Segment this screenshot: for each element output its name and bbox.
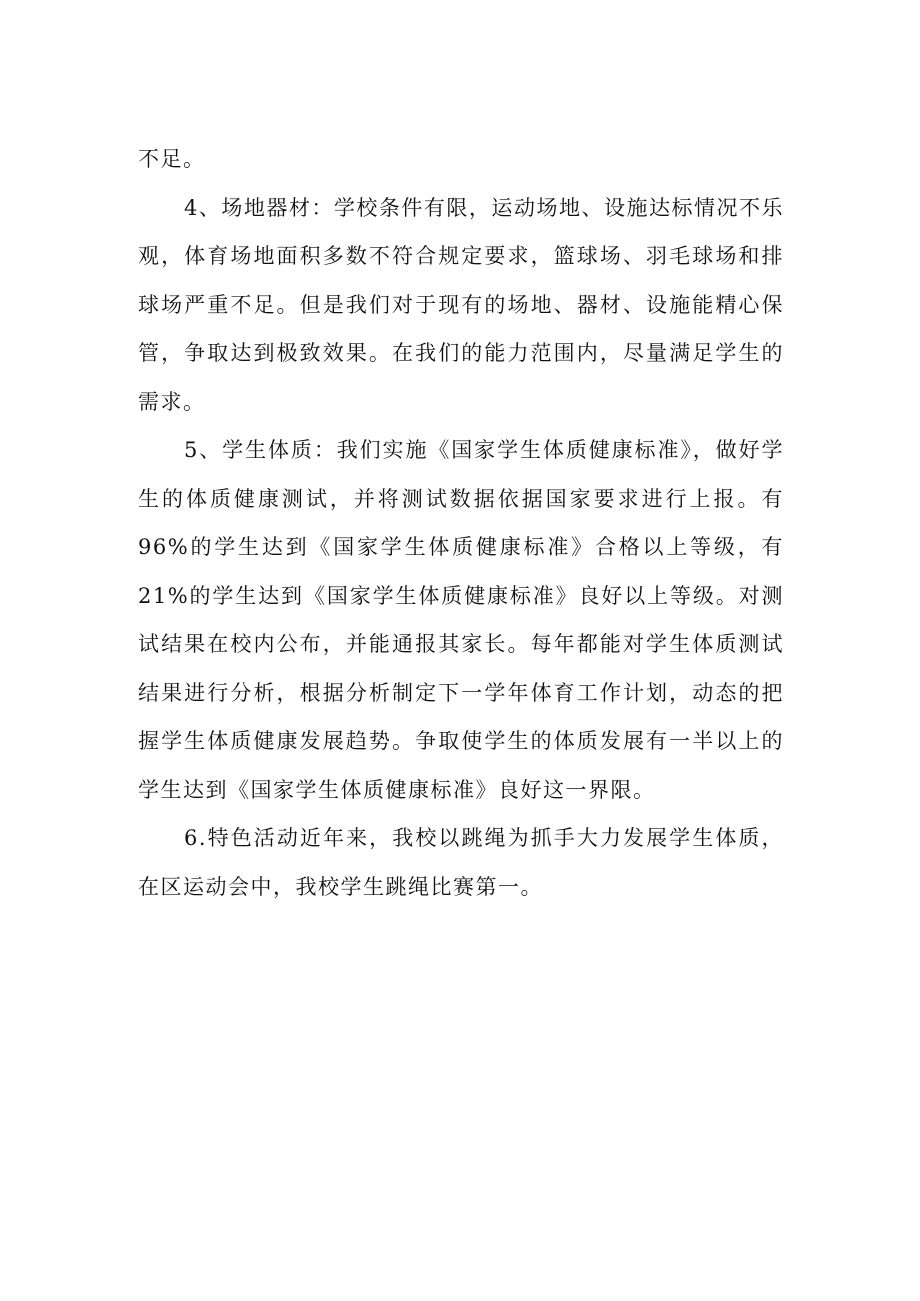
- paragraph-facilities: 4、场地器材：学校条件有限，运动场地、设施达标情况不乐观，体育场地面积多数不符合规定要求，篮球场、羽毛球场和排球场严重不足。但是我们对于现有的场地、器材、设施能精心保管，争取达到极致效果。在我们的能力范围内，尽量满足学生的需求。: [138, 195, 784, 414]
- paragraph-continuation: 不足。: [138, 147, 206, 171]
- paragraph-featured-activities: 6.特色活动近年来，我校以跳绳为抓手大力发展学生体质，在区运动会中，我校学生跳绳比赛第一。: [138, 826, 784, 899]
- paragraph-student-fitness: 5、学生体质：我们实施《国家学生体质健康标准》，做好学生的体质健康测试，并将测试数据依据国家要求进行上报。有96%的学生达到《国家学生体质健康标准》合格以上等级，有21%的学生达到《国家学生体质健康标准》良好以上等级。对测试结果在校内公布，并能通报其家长。每年都能对学生体质测试结果进行分析，根据分析制定下一学年体育工作计划，动态的把握学生体质健康发展趋势。争取使学生的体质发展有一半以上的学生达到《国家学生体质健康标准》良好这一界限。: [138, 438, 784, 802]
- document-body: [138, 135, 784, 911]
